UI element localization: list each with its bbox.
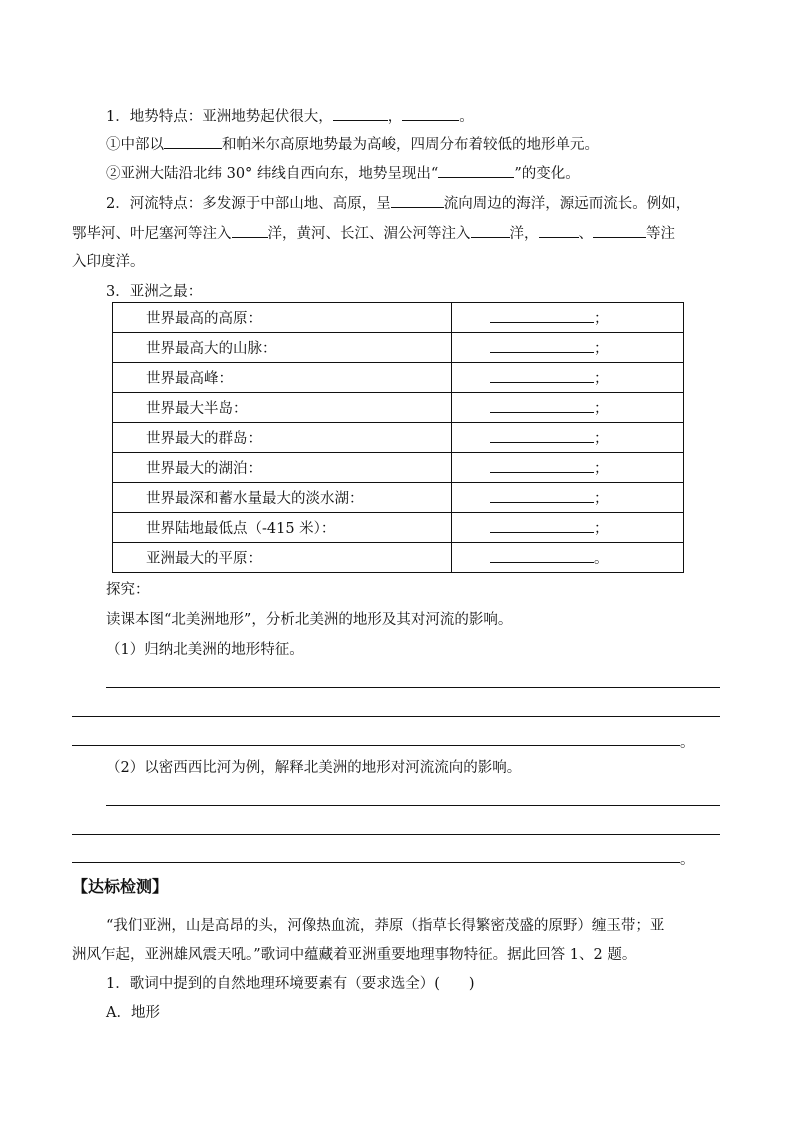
explore-question-2: （2）以密西西比河为例，解释北美洲的地形对河流流向的影响。 [106, 760, 522, 776]
row-label: 世界最大的湖泊： [113, 453, 452, 483]
answer-line[interactable] [72, 862, 680, 863]
row-answer: ； [452, 423, 684, 453]
terrain-text: 1．地势特点：亚洲地势起伏很大， [106, 109, 333, 125]
row-label: 世界最大的群岛： [113, 423, 452, 453]
row-answer: ； [452, 333, 684, 363]
row-answer: ； [452, 483, 684, 513]
river-line-3: 入印度洋。 [72, 254, 145, 270]
answer-period: 。 [680, 735, 695, 751]
answer-line[interactable] [72, 745, 680, 746]
row-answer: ； [452, 453, 684, 483]
answer-blank[interactable] [539, 223, 579, 238]
answer-line[interactable] [106, 805, 720, 806]
answer-blank[interactable] [490, 308, 594, 323]
answer-line[interactable] [72, 716, 720, 717]
answer-blank[interactable] [471, 223, 510, 238]
answer-blank[interactable] [438, 163, 514, 178]
table-row [113, 423, 684, 453]
answer-blank[interactable] [490, 368, 594, 383]
table-row [113, 543, 684, 573]
table-row [113, 483, 684, 513]
asia-most-table [112, 302, 684, 573]
latitude-line: ②亚洲大陆沿北纬 30° 纬线自西向东，地势呈现出“ ”的变化。 [106, 163, 580, 184]
table-row [113, 453, 684, 483]
most-title: 3．亚洲之最： [106, 284, 203, 300]
river-line-2: 鄂毕河、叶尼塞河等注入 洋，黄河、长江、湄公河等注入 洋， 、 等注 [72, 223, 675, 244]
row-label: 世界最高大的山脉： [113, 333, 452, 363]
row-label: 世界最大半岛： [113, 393, 452, 423]
lyrics-paragraph-line-2: 洲风乍起，亚洲雄风震天吼。”歌词中蕴藏着亚洲重要地理事物特征。据此回答 1、2 题。 [72, 947, 637, 963]
explore-intro: 读课本图“北美洲地形”，分析北美洲的地形及其对河流的影响。 [106, 612, 513, 628]
answer-blank[interactable] [490, 338, 594, 353]
table-row [113, 303, 684, 333]
answer-blank[interactable] [593, 223, 646, 238]
row-label: 世界陆地最低点（-415 米）： [113, 513, 452, 543]
answer-line[interactable] [106, 687, 720, 688]
answer-blank[interactable] [391, 193, 444, 208]
row-answer: 。 [452, 543, 684, 573]
table-row [113, 513, 684, 543]
center-line: ①中部以 和帕米尔高原地势最为高峻，四周分布着较低的地形单元。 [106, 134, 599, 155]
answer-blank[interactable] [232, 223, 268, 238]
answer-blank[interactable] [490, 428, 594, 443]
row-answer: ； [452, 513, 684, 543]
terrain-line: 1．地势特点：亚洲地势起伏很大， ， 。 [106, 106, 474, 127]
section-heading: 【达标检测】 [72, 877, 169, 896]
river-line-1: 2．河流特点：多发源于中部山地、高原，呈 流向周边的海洋，源远而流长。例如， [106, 193, 690, 214]
answer-blank[interactable] [333, 106, 388, 121]
answer-blank[interactable] [164, 134, 222, 149]
row-answer: ； [452, 393, 684, 423]
explore-question-1: （1）归纳北美洲的地形特征。 [106, 642, 304, 658]
option-a[interactable]: A．地形 [106, 1005, 160, 1021]
table-row [113, 393, 684, 423]
row-answer: ； [452, 363, 684, 393]
answer-blank[interactable] [490, 518, 594, 533]
answer-blank[interactable] [490, 488, 594, 503]
row-label: 世界最高峰： [113, 363, 452, 393]
answer-line[interactable] [72, 834, 720, 835]
row-label: 世界最高的高原： [113, 303, 452, 333]
answer-blank[interactable] [490, 458, 594, 473]
answer-blank[interactable] [490, 548, 594, 563]
table-row [113, 333, 684, 363]
lyrics-paragraph-line-1: “我们亚洲，山是高昂的头，河像热血流，莽原（指草长得繁密茂盛的原野）缠玉带；亚 [106, 918, 665, 934]
table-row [113, 363, 684, 393]
row-label: 亚洲最大的平原： [113, 543, 452, 573]
answer-period: 。 [680, 852, 695, 868]
question-1: 1．歌词中提到的自然地理环境要素有（要求选全）( ) [106, 976, 475, 992]
answer-blank[interactable] [490, 398, 594, 413]
row-answer: ； [452, 303, 684, 333]
answer-blank[interactable] [402, 106, 459, 121]
explore-title: 探究： [106, 582, 150, 598]
row-label: 世界最深和蓄水量最大的淡水湖： [113, 483, 452, 513]
